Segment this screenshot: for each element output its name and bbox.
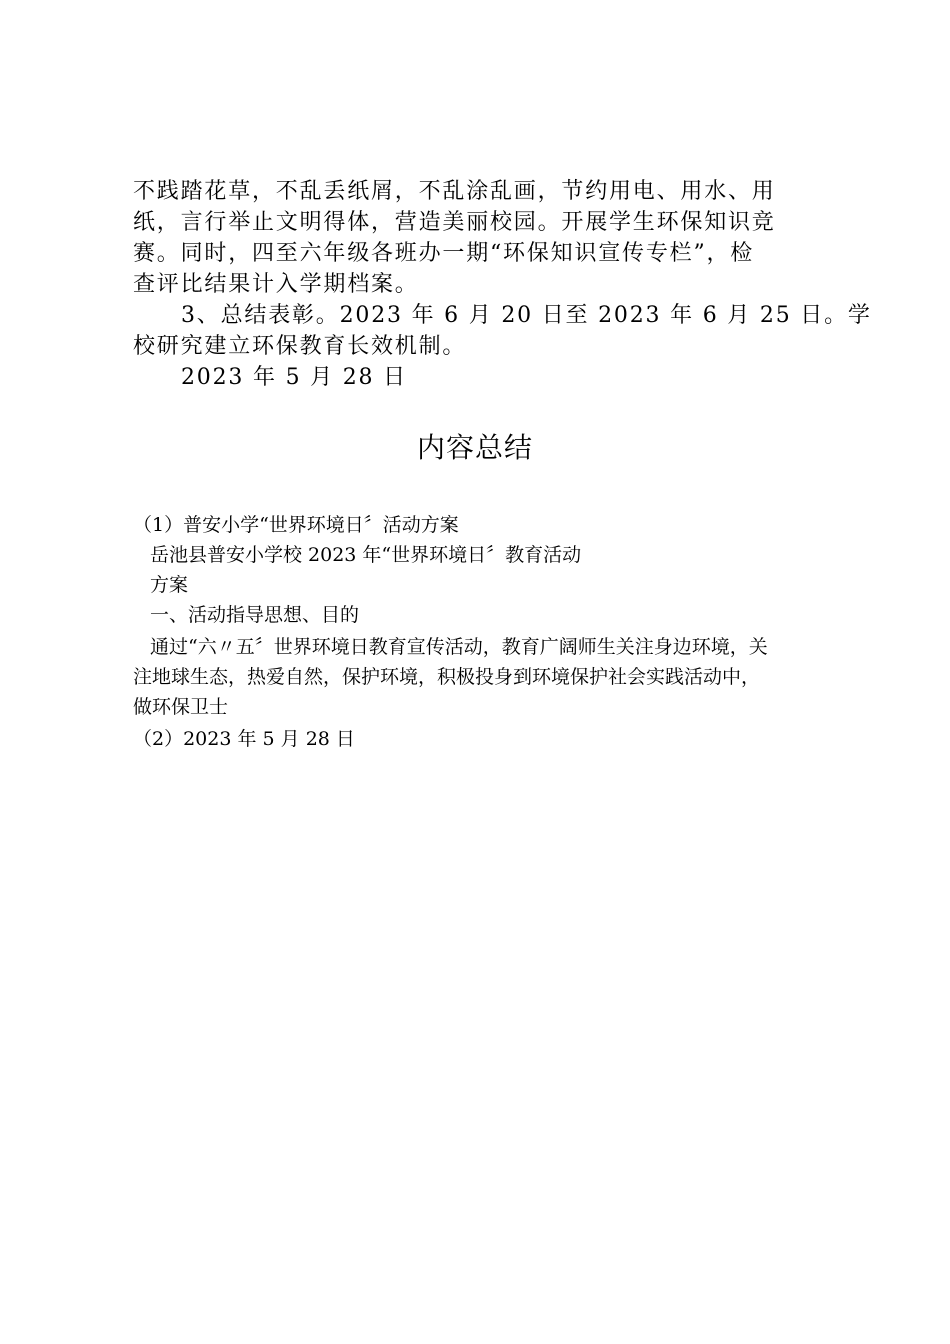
summary-line-3: 方案: [150, 574, 189, 596]
summary-line-5: 通过“六〃五〞世界环境日教育宣传活动，教育广阔师生关注身边环境，关: [150, 636, 768, 658]
summary-line-4: 一、活动指导思想、目的: [150, 604, 360, 626]
summary-line-6: 注地球生态，热爱自然，保护环境，积极投身到环境保护社会实践活动中，: [133, 666, 761, 688]
body-line-2: 纸，言行举止文明得体，营造美丽校园。开展学生环保知识竞: [133, 210, 776, 235]
body-line-1: 不践踏花草，不乱丢纸屑，不乱涂乱画，节约用电、用水、用: [133, 179, 776, 204]
summary-line-7: 做环保卫士: [133, 696, 229, 718]
summary-title: 内容总结: [416, 431, 533, 464]
body-line-5: 3、总结表彰。2023 年 6 月 20 日至 2023 年 6 月 25 日。学: [181, 303, 872, 328]
summary-line-2: 岳池县普安小学校 2023 年“世界环境日〞教育活动: [150, 544, 582, 566]
body-line-3: 赛。同时，四至六年级各班办一期“环保知识宣传专栏”，检: [133, 241, 755, 266]
summary-line-8: （2）2023 年 5 月 28 日: [133, 728, 355, 750]
body-date: 2023 年 5 月 28 日: [181, 365, 407, 390]
body-line-6: 校研究建立环保教育长效机制。: [133, 334, 467, 359]
body-line-4: 查评比结果计入学期档案。: [133, 272, 419, 297]
summary-line-1: （1）普安小学“世界环境日〞活动方案: [133, 514, 459, 536]
